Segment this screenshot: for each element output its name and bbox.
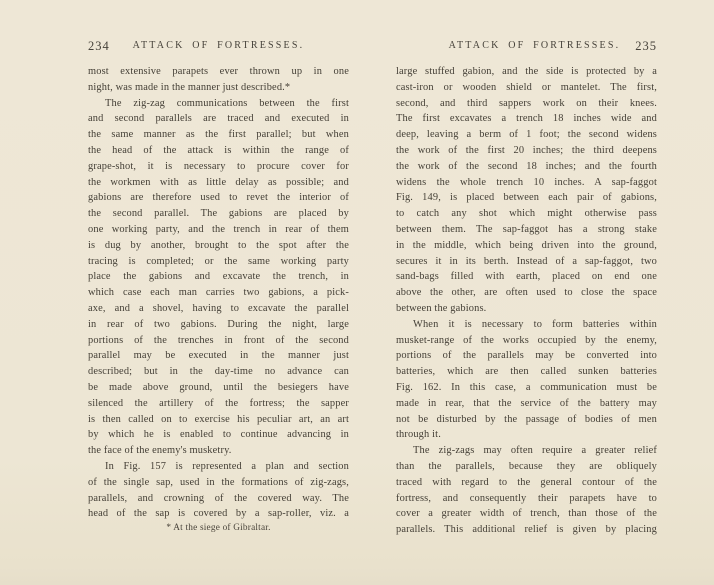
page-235-text [396,64,657,538]
text-line: above the other, are often used to close the space [396,287,657,299]
text-line: sand-bags filled with earth, placed on end one [396,271,657,283]
text-line: The zig-zag communications between the first [105,97,349,109]
text-line: deep, leaving a berm of 1 foot; the second widens [396,129,657,141]
text-line: When it is necessary to form batteries within [413,318,657,330]
running-title-right: ATTACK OF FORTRESSES. [448,40,621,51]
text-line: grape-shot, it is necessary to procure cover for [88,160,349,172]
page-number-left: 234 [88,39,110,53]
page-235-header [396,40,657,57]
text-line: in the middle, which being driven into the ground, [396,239,657,251]
text-line: The first excavates a trench 18 inches wide and [396,113,657,125]
text-line: parallels, and crowning of the covered way. The [88,492,349,504]
text-line: between them. The sap-faggot has a strong stake [396,223,657,235]
text-line: cast-iron or wooden shield or mantelet. The first, [396,81,657,93]
text-line: is then called on to exercise his peculiar art, an art [88,413,349,425]
text-line: the work of the second 18 inches; and the fourth [396,160,657,172]
text-line: described; but in the day-time no advance can [88,366,349,378]
text-line: parallels. This additional relief is given by placing [396,524,657,536]
text-line: widens the whole trench 10 inches. A sap-faggot [396,176,657,188]
text-line: fortress, and consequently their parapets have to [396,492,657,504]
text-line: cover a greater width of trench, than those of the [396,508,657,520]
text-line: between the gabions. [396,302,487,314]
text-line: secures it in its berth. Instead of a sap-faggot, two [396,255,657,267]
text-line: place the gabions and excavate the trench, in [88,271,349,283]
text-line: which case each man carries two gabions, a pick- [88,287,349,299]
text-line: one working party, and the trench in rear of them [88,223,349,235]
text-line: is dug by another, brought to the spot after the [88,239,349,251]
text-line: traced with regard to the general contour of the [396,476,657,488]
text-line: portions of the trenches in front of the second [88,334,349,346]
text-line: through it. [396,429,441,441]
text-line: the work of the first 20 inches; the third deepens [396,144,657,156]
text-line: the head of the attack is within the range of [88,144,349,156]
text-line: gabions are therefore used to revet the interior of [88,192,349,204]
text-line: tracing is completed; or the same working party [88,255,349,267]
text-line: of the single sap, used in the formations of zig-zags, [88,476,349,488]
text-line: to catch any shot which might otherwise pass [396,208,657,220]
text-line: in rear of two gabions. During the night, large [88,318,349,330]
text-line: the workmen with as little delay as possible; and [88,176,349,188]
running-title-left: ATTACK OF FORTRESSES. [132,40,305,51]
page-234-header [88,40,349,57]
text-line: portions of the parallels may be converted into [396,350,657,362]
text-line: the same manner as the first parallel; but when [88,129,349,141]
text-line: axe, and a shovel, having to excavate the parallel [88,302,349,314]
text-line: musket-range of the works occupied by the enemy, [396,334,657,346]
text-line: the second parallel. The gabions are placed by [88,208,349,220]
text-line: silenced the artillery of the fortress; the sapper [88,397,349,409]
page-number-right: 235 [635,39,657,53]
text-line: head of the sap is covered by a sap-roller, viz. a [88,508,349,520]
text-line: In Fig. 157 is represented a plan and section [105,460,349,472]
text-line: the face of the enemy's musketry. [88,445,232,457]
page-235 [396,40,657,538]
text-line: not be disturbed by the passage of bodies of men [396,413,657,425]
page-234-text [88,64,349,522]
text-line: made in rear, that the service of the battery may [396,397,657,409]
text-line: most extensive parapets ever thrown up in one [88,66,349,77]
text-line: by which he is enabled to continue advancing in [88,429,349,441]
text-line: than the parallels, because they are obliquely [396,460,657,472]
text-line: batteries, which are then called sunken batteries [396,366,657,378]
text-line: be made above ground, until the besiegers have [88,381,349,393]
text-line: Fig. 149, is placed between each pair of gabions, [396,192,657,204]
text-line: night, was made in the manner just described.* [88,81,291,93]
text-line: parallel may be executed in the manner just [88,350,349,362]
text-line: The zig-zags may often require a greater relief [413,445,657,457]
page-234-footnote: * At the siege of Gibraltar. [166,523,271,534]
text-line: and second parallels are traced and executed in [88,113,349,125]
text-line: second, and third sappers work on their knees. [396,97,657,109]
page-234 [88,40,349,533]
text-line: Fig. 162. In this case, a communication must be [396,381,657,393]
text-line: large stuffed gabion, and the side is protected by a [396,66,657,77]
